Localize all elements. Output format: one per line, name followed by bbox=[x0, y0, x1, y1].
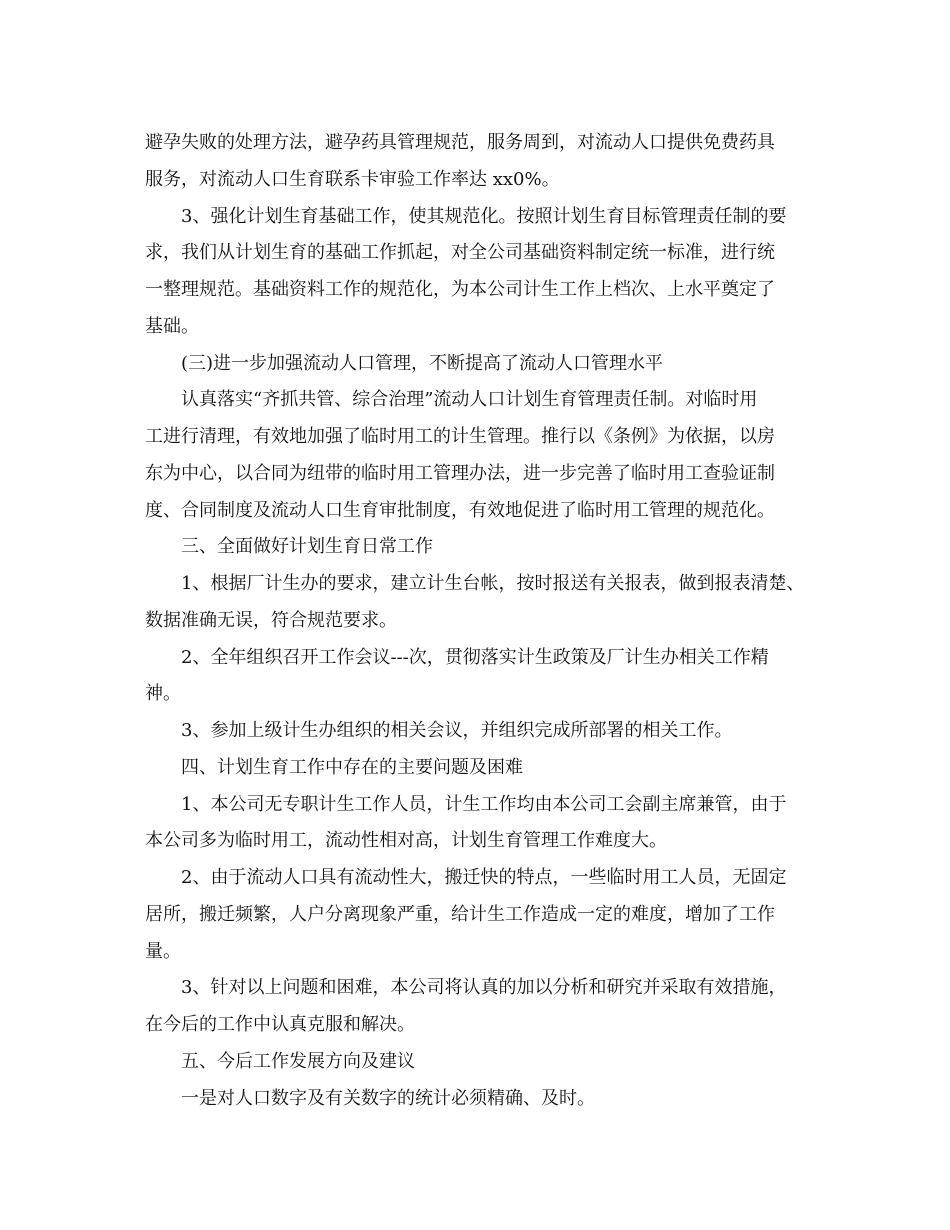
text-line: 量。 bbox=[145, 940, 181, 962]
text-line: 3、针对以上问题和困难，本公司将认真的加以分析和研究并采取有效措施， bbox=[181, 977, 787, 999]
text-line: 3、参加上级计生办组织的相关会议，并组织完成所部署的相关工作。 bbox=[181, 720, 733, 741]
text-line: 三、全面做好计划生育日常工作 bbox=[181, 536, 433, 558]
text-line: 求，我们从计划生育的基础工作抓起，对全公司基础资料制定统一标准，进行统 bbox=[145, 242, 775, 264]
document-body bbox=[145, 125, 825, 1117]
text-line: 五、今后工作发展方向及建议 bbox=[181, 1050, 415, 1072]
text-line: 本公司多为临时用工，流动性相对高，计划生育管理工作难度大。 bbox=[145, 830, 667, 852]
text-line: 在今后的工作中认真克服和解决。 bbox=[145, 1014, 415, 1035]
text-line: 一是对人口数字及有关数字的统计必须精确、及时。 bbox=[181, 1087, 595, 1109]
text-line: 2、由于流动人口具有流动性大，搬迁快的特点，一些临时用工人员，无固定 bbox=[181, 867, 787, 888]
text-line: 数据准确无误，符合规范要求。 bbox=[145, 609, 397, 631]
text-line: 东为中心，以合同为纽带的临时用工管理办法，进一步完善了临时用工查验证制 bbox=[145, 462, 775, 484]
text-line: 避孕失败的处理方法，避孕药具管理规范，服务周到，对流动人口提供免费药具 bbox=[145, 132, 775, 153]
text-line: 一整理规范。基础资料工作的规范化，为本公司计生工作上档次、上水平奠定了 bbox=[145, 279, 775, 300]
text-line: 3、强化计划生育基础工作，使其规范化。按照计划生育目标管理责任制的要 bbox=[181, 205, 787, 227]
text-line: 服务，对流动人口生育联系卡审验工作率达 xx0%。 bbox=[145, 168, 560, 190]
text-line: 居所，搬迁频繁，人户分离现象严重，给计生工作造成一定的难度，增加了工作 bbox=[145, 903, 775, 925]
text-line: 2、全年组织召开工作会议---次，贯彻落实计生政策及厂计生办相关工作精 bbox=[181, 646, 769, 668]
text-line: 基础。 bbox=[145, 315, 199, 337]
text-line: 工进行清理，有效地加强了临时用工的计生管理。推行以《条例》为依据，以房 bbox=[145, 426, 775, 447]
text-line: 认真落实“齐抓共管、综合治理”流动人口计划生育管理责任制。对临时用 bbox=[181, 389, 758, 411]
text-line: 度、合同制度及流动人口生育审批制度，有效地促进了临时用工管理的规范化。 bbox=[145, 499, 775, 521]
text-line: 1、本公司无专职计生工作人员，计生工作均由本公司工会副主席兼管，由于 bbox=[181, 793, 787, 815]
text-line: 四、计划生育工作中存在的主要问题及困难 bbox=[181, 756, 523, 778]
text-line: (三)进一步加强流动人口管理，不断提高了流动人口管理水平 bbox=[181, 352, 664, 374]
text-line: 神。 bbox=[145, 683, 181, 705]
text-line: 1、根据厂计生办的要求，建立计生台帐，按时报送有关报表，做到报表清楚、 bbox=[181, 573, 805, 594]
